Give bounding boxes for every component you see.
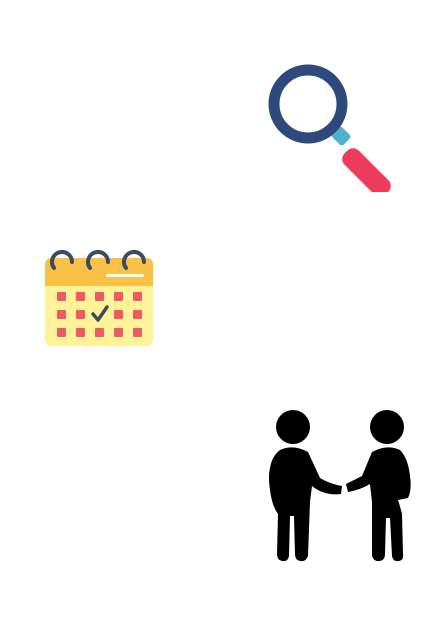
left-person-head (276, 410, 310, 444)
left-person-body (269, 447, 342, 561)
right-person-body (346, 447, 411, 561)
handshake-people-icon (262, 406, 418, 566)
right-person-head (370, 410, 404, 444)
calendar-header (45, 258, 153, 286)
calendar-header-line (106, 274, 144, 277)
magnifier-handle (339, 145, 394, 192)
magnifier-lens (274, 70, 342, 138)
magnifying-glass-icon (262, 58, 398, 192)
calendar-icon (40, 240, 158, 350)
